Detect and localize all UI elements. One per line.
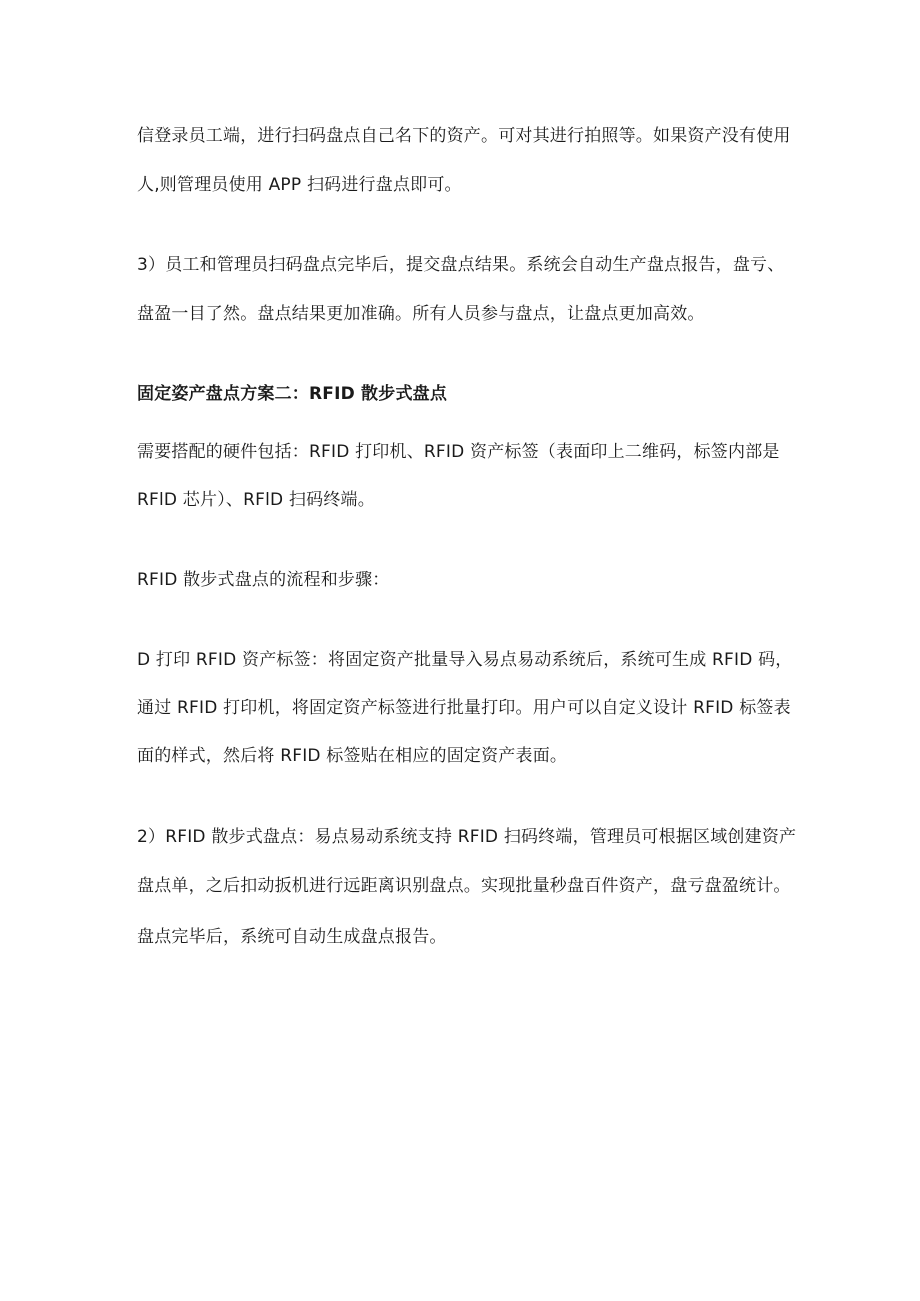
- para1-line2: 人,则管理员使用 APP 扫码进行盘点即可。: [137, 175, 462, 195]
- para3-line1: 需要搭配的硬件包括：RFID 打印机、RFID 资产标签（表面印上二维码，标签内部是: [137, 442, 780, 462]
- para1-line1: 信登录员工端，进行扫码盘点自己名下的资产。可对其进行拍照等。如果资产没有使用: [137, 126, 791, 146]
- para5-line1: D 打印 RFID 资产标签：将固定资产批量导入易点易动系统后，系统可生成 RFID 码，: [137, 650, 793, 670]
- para6-line2: 盘点单，之后扣动扳机进行远距离识别盘点。实现批量秒盘百件资产，盘亏盘盈统计。: [137, 876, 791, 896]
- para5-line2: 通过 RFID 打印机，将固定资产标签进行批量打印。用户可以自定义设计 RFID 标签表: [137, 698, 791, 718]
- para2-line1: 3）员工和管理员扫码盘点完毕后，提交盘点结果。系统会自动生产盘点报告，盘亏、: [137, 255, 785, 275]
- para2-line2: 盘盈一目了然。盘点结果更加准确。所有人员参与盘点，让盘点更加高效。: [137, 304, 705, 324]
- para6-line3: 盘点完毕后，系统可自动生成盘点报告。: [137, 927, 447, 947]
- para5-line3: 面的样式，然后将 RFID 标签贴在相应的固定资产表面。: [137, 746, 568, 766]
- section-heading: 固定姿产盘点方案二：RFID 散步式盘点: [137, 384, 448, 404]
- para6-line1: 2）RFID 散步式盘点：易点易动系统支持 RFID 扫码终端，管理员可根据区域创建资产: [137, 827, 797, 847]
- para3-line2: RFlD 芯片）、RFlD 扫码终端。: [137, 490, 375, 510]
- para4-line1: RFID 散步式盘点的流程和步骤：: [137, 570, 390, 590]
